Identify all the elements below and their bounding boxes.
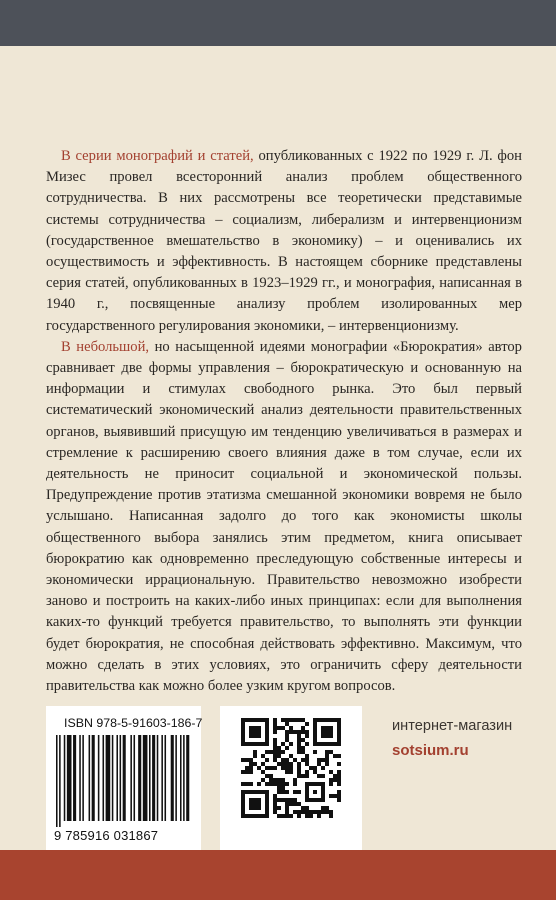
paragraph-2-lead: В небольшой, (61, 338, 150, 355)
isbn-label: ISBN 978-5-91603-186-7 (64, 716, 203, 730)
bottom-color-band (0, 850, 556, 900)
paragraph-2-body: но насыщенной идеями монографии «Бюрократия» автор сравнивает две формы управления – бюрократическую и основанную на информации и стимулах свободного рынка. Это был первый систематический экономический анализ деятельности правительственных органов, выявивший присущую им тенденцию увеличиваться в размерах и стремление к расширению своего влияния даже в том случае, если их деятельность не приносит социальной и экономической пользы. Предупреждение против этатизма смешанной экономики вовремя не было услышано. Написанная задолго до того как экономисты школы общественного выбора занялись этим предметом, книга описывает бюрократию как одновременно преследующую собственные интересы и экономически иррациональную. Правительство невозможно изобрести заново и построить на каких-либо иных принципах: если для выполнения каких-то функций требуется правительство, то выполнять эти функции будет бюрократия, не способная действовать эффективно. Максимум, что можно сделать в этих условиях, это ограничить сферу деятельности правительства как можно более узким кругом вопросов. (46, 338, 522, 695)
isbn-barcode (46, 706, 201, 850)
qr-code-icon (241, 718, 341, 818)
qr-code (220, 706, 362, 850)
shop-info (392, 718, 512, 759)
shop-label: интернет-магазин (392, 718, 513, 734)
paragraph-1-body: опубликованных с 1922 по 1929 г. Л. фон Мизес провел всесторонний анализ проблем общественного сотрудничества. В них рассмотрены все теоретически представимые системы сотрудничества – социализм, либерализм и интервенционизм (государственное вмешательство в экономику) – и оценивались их осуществимость и эффективность. В настоящем сборнике представлены серия статей, опубликованных в 1923–1929 гг., и монография, написанная в 1940 г., посвященные анализу проблем изолированных мер государственного регулирования экономики, – интервенционизму. (46, 148, 522, 334)
barcode-bars (54, 735, 194, 827)
paragraph-1 (46, 146, 522, 337)
book-annotation (46, 146, 522, 697)
shop-url[interactable]: sotsium.ru (392, 742, 469, 759)
paragraph-1-lead: В серии монографий и статей, (61, 148, 254, 164)
barcode-digits: 9 785916 031867 (54, 828, 159, 843)
paragraph-2 (46, 337, 522, 697)
top-color-band (0, 0, 556, 46)
